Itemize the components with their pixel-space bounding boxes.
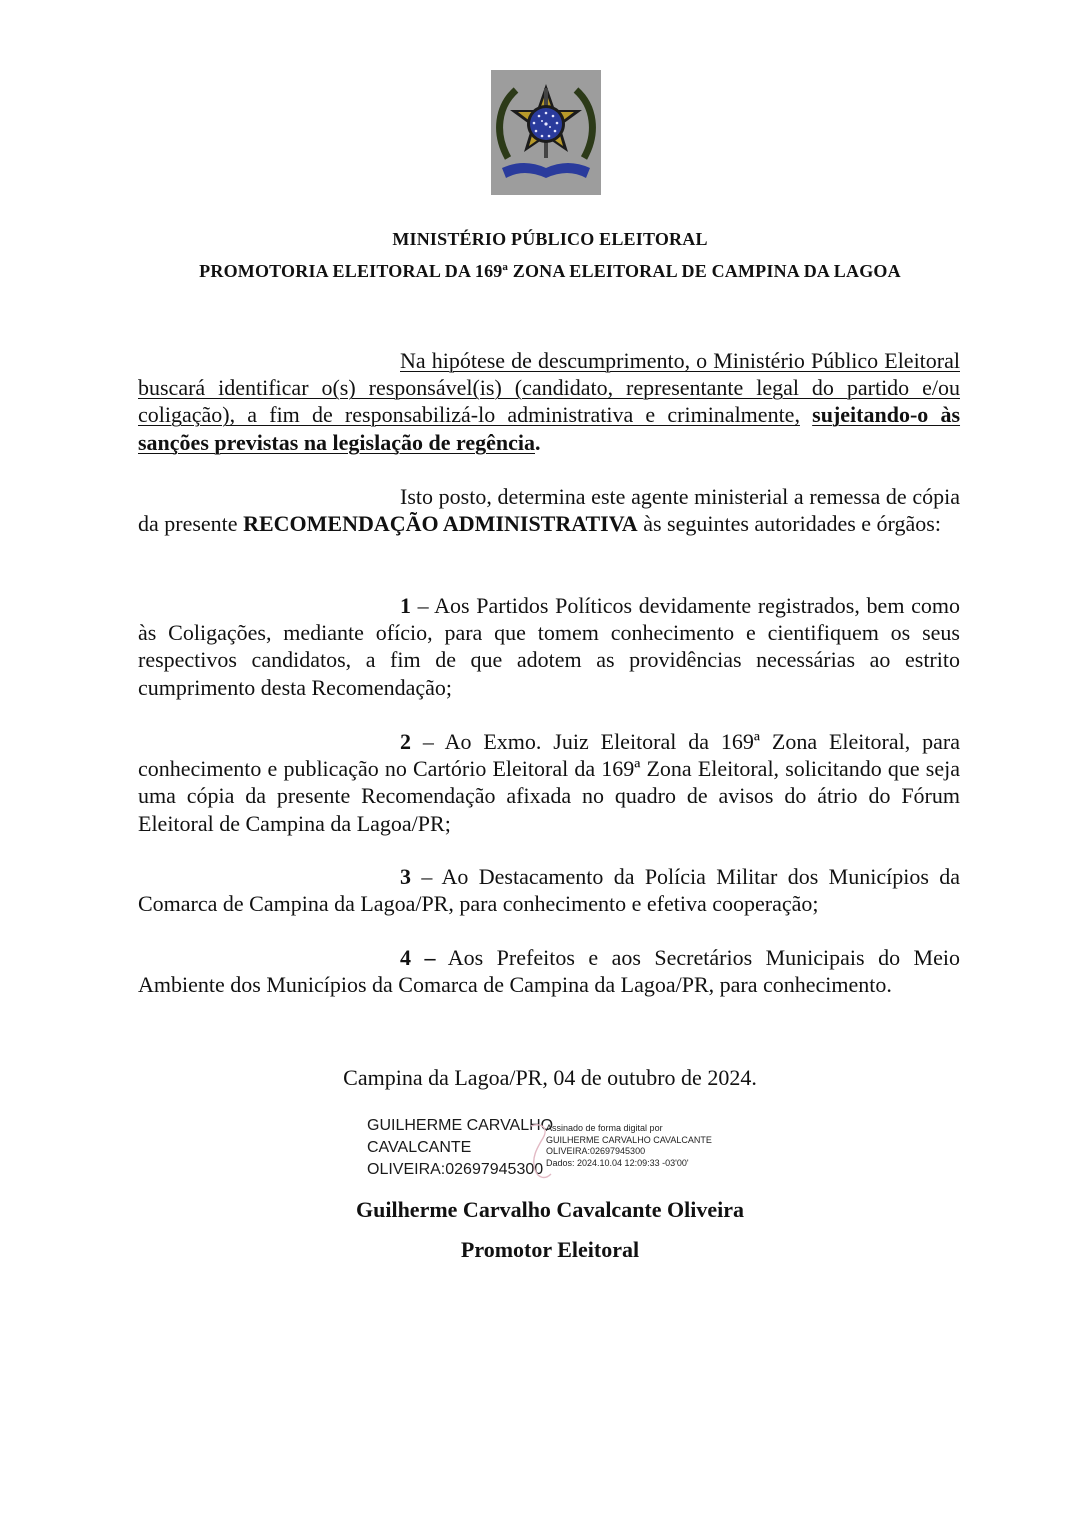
digital-signature-name: [367, 1115, 554, 1181]
item-text: Ao Exmo. Juiz Eleitoral da 169ª Zona Eleitoral, para conhecimento e publicação no Cartório Eleitoral da 169ª Zona Eleitoral, solicitando que seja uma cópia da presente Recomendação afixada no quadro de avisos do átrio do Fórum Eleitoral de Campina da Lagoa/PR;: [138, 729, 960, 836]
list-item: [138, 863, 960, 917]
list-item: [138, 944, 960, 998]
item-number: 1: [400, 593, 411, 618]
paragraph-dispatch: [138, 483, 960, 537]
item-number: 3: [400, 864, 411, 889]
paragraph-bold-text: sujeitando-o às sanções previstas na legislação de regência: [138, 402, 961, 455]
item-number: 4 –: [400, 945, 436, 970]
signer-role: Promotor Eleitoral: [460, 1237, 640, 1262]
signature-name-line: OLIVEIRA:02697945300: [367, 1161, 544, 1178]
paragraph-end-text: .: [535, 429, 541, 455]
coat-of-arms-emblem: [491, 70, 601, 195]
recommendation-title: RECOMENDAÇÃO ADMINISTRATIVA: [243, 511, 638, 537]
item-text: Aos Partidos Políticos devidamente registrados, bem como às Coligações, mediante ofício, para que tomem conhecimento e cientifiquem os seus respectivos candidatos, a fim de que adotem as providências necessárias ao estrito cumprimento desta Recomendação;: [138, 593, 960, 700]
brazil-coat-of-arms-icon: [491, 70, 601, 195]
item-dash: [435, 945, 447, 970]
signature-name-line: CAVALCANTE: [367, 1139, 472, 1156]
signature-meta-line: GUILHERME CARVALHO CAVALCANTE: [546, 1134, 712, 1145]
item-dash: –: [411, 864, 442, 889]
paragraph-end-text: às seguintes autoridades e órgãos:: [643, 511, 941, 537]
paragraph-underlined-text: Na hipótese de descumprimento, o Ministério Público Eleitoral buscará identificar o(s) responsável(is) (candidato, representante legal do partido e/ou coligação), a fim de responsabilizá-lo administrativa e criminalmente,: [138, 348, 960, 428]
header-office: PROMOTORIA ELEITORAL DA 169ª ZONA ELEITORAL DE CAMPINA DA LAGOA: [199, 261, 901, 281]
signature-name-line: GUILHERME CARVALHO: [367, 1117, 554, 1134]
item-dash: –: [411, 593, 435, 618]
paragraph-start-text: Isto posto, determina este agente ministerial a remessa de cópia da presente: [138, 484, 960, 537]
signature-meta-line: Assinado de forma digital por: [546, 1123, 663, 1133]
signature-meta-line: OLIVEIRA:02697945300: [546, 1146, 646, 1156]
item-text: Ao Destacamento da Polícia Militar dos Municípios da Comarca de Campina da Lagoa/PR, para conhecimento e efetiva cooperação;: [138, 864, 960, 917]
list-item: [138, 728, 960, 837]
list-item: [138, 592, 960, 701]
paragraph-noncompliance: [138, 347, 960, 456]
item-dash: –: [411, 729, 445, 754]
date-line: Campina da Lagoa/PR, 04 de outubro de 2024.: [343, 1065, 757, 1090]
item-text: Aos Prefeitos e aos Secretários Municipais do Meio Ambiente dos Municípios da Comarca de Campina da Lagoa/PR, para conhecimento.: [138, 945, 960, 998]
signer-name: Guilherme Carvalho Cavalcante Oliveira: [356, 1197, 744, 1222]
item-number: 2: [400, 729, 411, 754]
digital-signature-details: [546, 1123, 746, 1169]
signature-meta-line: Dados: 2024.10.04 12:09:33 -03'00': [546, 1157, 689, 1168]
header-institution: MINISTÉRIO PÚBLICO ELEITORAL: [392, 229, 708, 249]
